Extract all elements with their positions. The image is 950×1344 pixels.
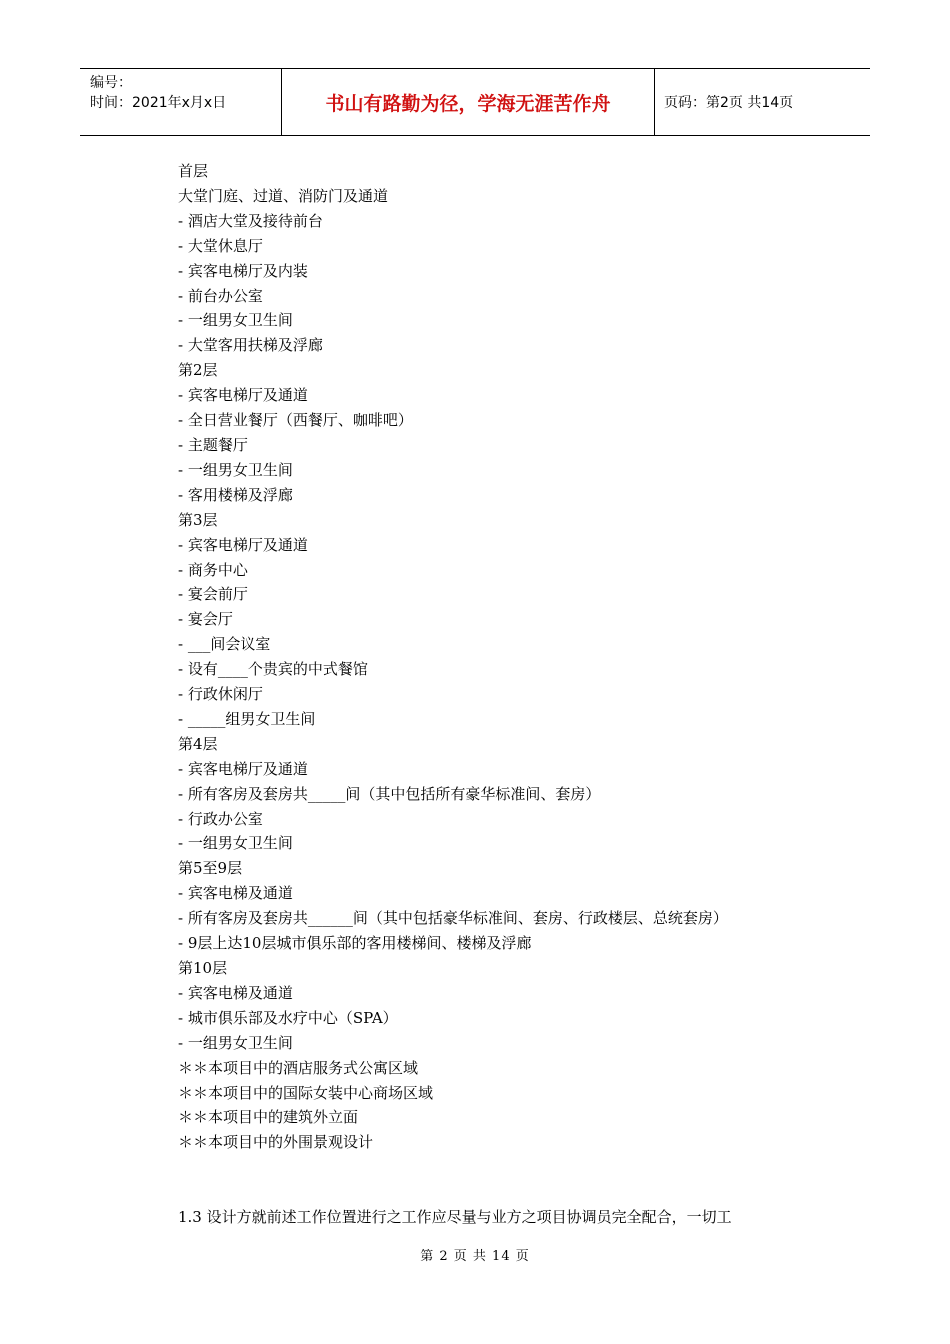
header-meta: [80, 69, 282, 135]
list-item: - 宴会厅: [178, 610, 233, 629]
list-item: - 9层上达10层城市俱乐部的客用楼梯间、楼梯及浮廊: [178, 934, 532, 953]
list-item: - 城市俱乐部及水疗中心（SPA）: [178, 1008, 398, 1027]
list-item: - 大堂休息厅: [178, 236, 263, 255]
list-item: - 宾客电梯厅及通道: [178, 759, 308, 778]
header-motto: 书山有路勤为径，学海无涯苦作舟: [282, 69, 655, 135]
list-item: 第4层: [178, 734, 218, 753]
list-item: 首层: [178, 162, 209, 180]
list-item: - 酒店大堂及接待前台: [178, 211, 323, 230]
page-header: [80, 68, 870, 136]
list-item: ＊＊本项目中的酒店服务式公寓区域: [178, 1058, 419, 1077]
list-item: 第3层: [178, 510, 218, 529]
list-item: 第2层: [178, 361, 218, 380]
list-item: - 商务中心: [178, 560, 248, 579]
list-item: - 宾客电梯厅及通道: [178, 386, 308, 405]
code-label: 编号：: [90, 75, 132, 91]
list-item: - 宾客电梯厅及通道: [178, 535, 308, 554]
list-item: - 客用楼梯及浮廊: [178, 485, 293, 504]
list-item: - 宴会前厅: [178, 585, 248, 604]
list-item: - 宾客电梯及通道: [178, 983, 293, 1002]
list-item: - 宾客电梯厅及内装: [178, 261, 308, 280]
list-item: - 一组男女卫生间: [178, 1033, 293, 1052]
list-item: - 宾客电梯及通道: [178, 884, 293, 903]
list-item: - 行政办公室: [178, 809, 263, 828]
list-item: - 设有____个贵宾的中式餐馆: [178, 660, 368, 679]
list-item: ＊＊本项目中的建筑外立面: [178, 1108, 359, 1127]
list-item: ＊＊本项目中的外围景观设计: [178, 1133, 374, 1152]
list-item: - 一组男女卫生间: [178, 460, 293, 479]
list-item: - 主题餐厅: [178, 435, 248, 454]
list-item: 大堂门庭、过道、消防门及通道: [178, 186, 389, 205]
list-item: - 一组男女卫生间: [178, 834, 293, 853]
list-item: 第10层: [178, 959, 228, 977]
page-footer: 第 2 页 共 14 页: [420, 1249, 530, 1264]
list-item: - 所有客房及套房共_____间（其中包括所有豪华标准间、套房）: [178, 784, 601, 803]
list-item: - _____组男女卫生间: [178, 709, 316, 728]
list-item: - 大堂客用扶梯及浮廊: [178, 336, 323, 355]
list-item: - 行政休闲厅: [178, 685, 263, 704]
list-item: 第5至9层: [178, 859, 243, 878]
floor-list: [178, 159, 838, 1155]
header-page-info: 页码：第2页 共14页: [664, 95, 794, 111]
list-item: - ___间会议室: [178, 635, 271, 654]
list-item: - 所有客房及套房共______间（其中包括豪华标准间、套房、行政楼层、总统套房）: [178, 909, 728, 928]
time-label: 时间：2021年x月x日: [90, 95, 227, 111]
list-item: - 全日营业餐厅（西餐厅、咖啡吧）: [178, 411, 413, 430]
list-item: - 前台办公室: [178, 286, 263, 305]
list-item: ＊＊本项目中的国际女装中心商场区域: [178, 1083, 434, 1102]
clause-paragraph: 1.3 设计方就前述工作位置进行之工作应尽量与业方之项目协调员完全配合，一切工: [178, 1208, 732, 1226]
list-item: - 一组男女卫生间: [178, 311, 293, 330]
